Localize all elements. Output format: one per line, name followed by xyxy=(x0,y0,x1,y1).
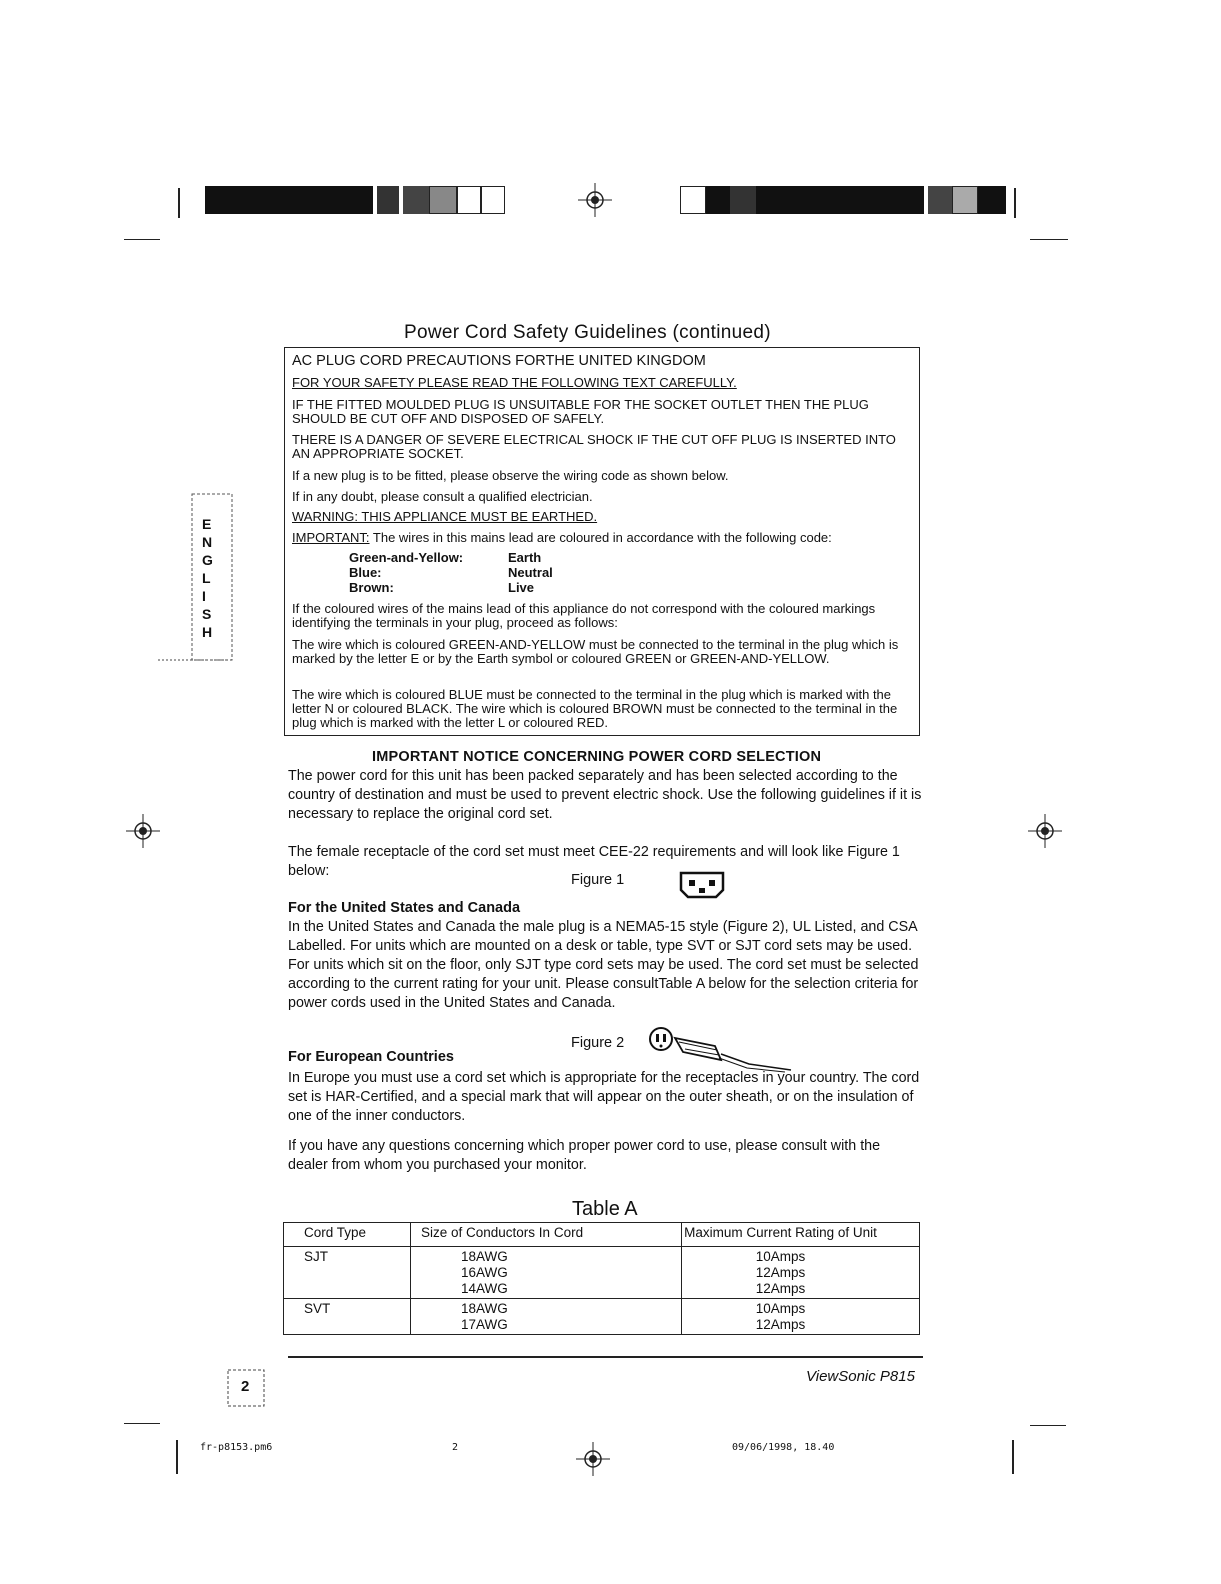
registration-mark-icon xyxy=(126,814,160,848)
receptacle-icon xyxy=(678,870,726,900)
wire-colour: Brown: xyxy=(349,580,394,595)
crop-mark xyxy=(1012,1440,1014,1474)
side-tab-letter: N xyxy=(202,534,213,550)
warning-text: WARNING: THIS APPLIANCE MUST BE EARTHED. xyxy=(292,509,598,524)
uk-heading: AC PLUG CORD PRECAUTIONS FORTHE UNITED KINGDOM xyxy=(292,353,706,369)
uk-paragraph: The wire which is coloured GREEN-AND-YELLOW must be connected to the terminal in the plug which is marked by the letter E or by the Earth symbol or coloured GREEN or GREEN-AND-YELLOW. xyxy=(292,637,899,666)
crop-mark xyxy=(178,188,180,218)
footer-rule xyxy=(288,1356,923,1358)
uk-paragraph: The wire which is coloured BLUE must be connected to the terminal in the plug which is marked with the letter N or coloured BLACK. The wire which is coloured BROWN must be connected to the terminal in the plug which is marked with the letter L or coloured RED. xyxy=(292,687,898,730)
uk-paragraph: THERE IS A DANGER OF SEVERE ELECTRICAL SHOCK IF THE CUT OFF PLUG IS INSERTED INTO AN APPROPRIATE SOCKET. xyxy=(292,432,896,461)
uk-precautions-box xyxy=(284,347,920,736)
current-rating-cell: 10Amps 12Amps xyxy=(682,1299,920,1335)
crop-mark xyxy=(1014,188,1016,218)
notice-paragraph: The power cord for this unit has been packed separately and has been selected according to the country of destination and must be used to prevent electric shock. Use the following guidelines if it is necessary to replace the original cord set. xyxy=(288,768,922,822)
table-header: Size of Conductors In Cord xyxy=(411,1223,682,1247)
print-page-number: 2 xyxy=(452,1442,459,1453)
side-tab-background xyxy=(158,492,234,662)
important-text: The wires in this mains lead are coloured in accordance with the following code: xyxy=(369,530,832,545)
cord-table xyxy=(283,1222,920,1335)
brand-label: ViewSonic P815 xyxy=(806,1368,915,1385)
table-header-row xyxy=(284,1223,920,1247)
us-canada-heading: For the United States and Canada xyxy=(288,900,521,916)
uk-paragraph: If the coloured wires of the mains lead of this appliance do not correspond with the coloured markings identifying the terminals in your plug, proceed as follows: xyxy=(292,601,876,630)
current-rating-cell: 10Amps 12Amps 12Amps xyxy=(682,1247,920,1299)
wire-meaning: Earth xyxy=(508,550,542,565)
europe-paragraph: In Europe you must use a cord set which is appropriate for the receptacles in your country. The cord set is HAR-Certified, and a special mark that will appear on the outer sheath, or on the insulation of one of the inner conductors. xyxy=(288,1070,920,1124)
table-row xyxy=(284,1299,920,1335)
crop-mark xyxy=(124,239,160,240)
us-canada-paragraph: In the United States and Canada the male plug is a NEMA5-15 style (Figure 2), UL Listed, and CSA Labelled. For units which are mounted on a desk or table, type SVT or SJT cord sets may be used. For units which sit on the floor, only SJT type cord sets may be used. The cord set must be selected according to the current rating for your unit. Please consultTable A below for the selection criteria for power cords used in the United States and Canada. xyxy=(288,919,919,1011)
table-header: Cord Type xyxy=(284,1223,411,1247)
page-number-box xyxy=(226,1368,266,1408)
file-name: fr-p8153.pm6 xyxy=(200,1442,273,1453)
side-tab-letter: S xyxy=(202,606,212,622)
crop-mark xyxy=(176,1440,178,1474)
registration-mark-icon xyxy=(578,183,612,217)
table-row xyxy=(284,1247,920,1299)
cord-type-cell: SJT xyxy=(284,1247,411,1299)
side-tab-letter: G xyxy=(202,552,213,568)
notice-heading: IMPORTANT NOTICE CONCERNING POWER CORD SELECTION xyxy=(372,749,822,765)
wire-colour: Blue: xyxy=(349,565,382,580)
figure-2-label: Figure 2 xyxy=(571,1035,625,1051)
language-side-tab xyxy=(158,492,234,662)
conductor-size-cell: 18AWG 16AWG 14AWG xyxy=(411,1247,682,1299)
uk-paragraph: IF THE FITTED MOULDED PLUG IS UNSUITABLE FOR THE SOCKET OUTLET THEN THE PLUG SHOULD BE CUT OFF AND DISPOSED OF SAFELY. xyxy=(292,397,869,426)
wire-code-row xyxy=(349,565,553,580)
wire-code-list xyxy=(349,550,553,595)
registration-mark-icon xyxy=(1028,814,1062,848)
side-tab-letter: H xyxy=(202,624,213,640)
closing-paragraph: If you have any questions concerning which proper power cord to use, please consult with the dealer from whom you purchased your monitor. xyxy=(288,1138,881,1173)
side-tab-letter: L xyxy=(202,570,211,586)
wire-meaning: Neutral xyxy=(508,565,553,580)
uk-paragraph: If in any doubt, please consult a qualified electrician. xyxy=(292,489,593,504)
uk-paragraph: If a new plug is to be fitted, please observe the wiring code as shown below. xyxy=(292,468,729,483)
figure-1-label: Figure 1 xyxy=(571,872,625,888)
important-line xyxy=(292,531,911,545)
wire-meaning: Live xyxy=(508,580,535,595)
europe-heading: For European Countries xyxy=(288,1049,454,1065)
side-tab-letter: I xyxy=(202,588,206,604)
registration-mark-icon xyxy=(576,1442,610,1476)
wire-code-row xyxy=(349,550,553,565)
print-timestamp: 09/06/1998, 18.40 xyxy=(732,1442,835,1453)
color-bar-left xyxy=(205,186,505,214)
conductor-size-cell: 18AWG 17AWG xyxy=(411,1299,682,1335)
important-label: IMPORTANT: xyxy=(292,530,370,545)
side-tab-letter: E xyxy=(202,516,212,532)
safety-notice: FOR YOUR SAFETY PLEASE READ THE FOLLOWING TEXT CAREFULLY. xyxy=(292,375,737,390)
page-title: Power Cord Safety Guidelines (continued) xyxy=(404,322,771,343)
notice-paragraph: The female receptacle of the cord set must meet CEE-22 requirements and will look like Figure 1 below: xyxy=(288,844,900,879)
table-title: Table A xyxy=(572,1198,638,1220)
color-bar-right xyxy=(680,186,1006,214)
crop-mark xyxy=(1030,239,1068,240)
page-number: 2 xyxy=(241,1378,250,1395)
cord-type-cell: SVT xyxy=(284,1299,411,1335)
table-header: Maximum Current Rating of Unit xyxy=(682,1223,920,1247)
wire-colour: Green-and-Yellow: xyxy=(349,550,464,565)
crop-mark xyxy=(1030,1425,1066,1426)
wire-code-row xyxy=(349,580,553,595)
crop-mark xyxy=(124,1423,160,1424)
